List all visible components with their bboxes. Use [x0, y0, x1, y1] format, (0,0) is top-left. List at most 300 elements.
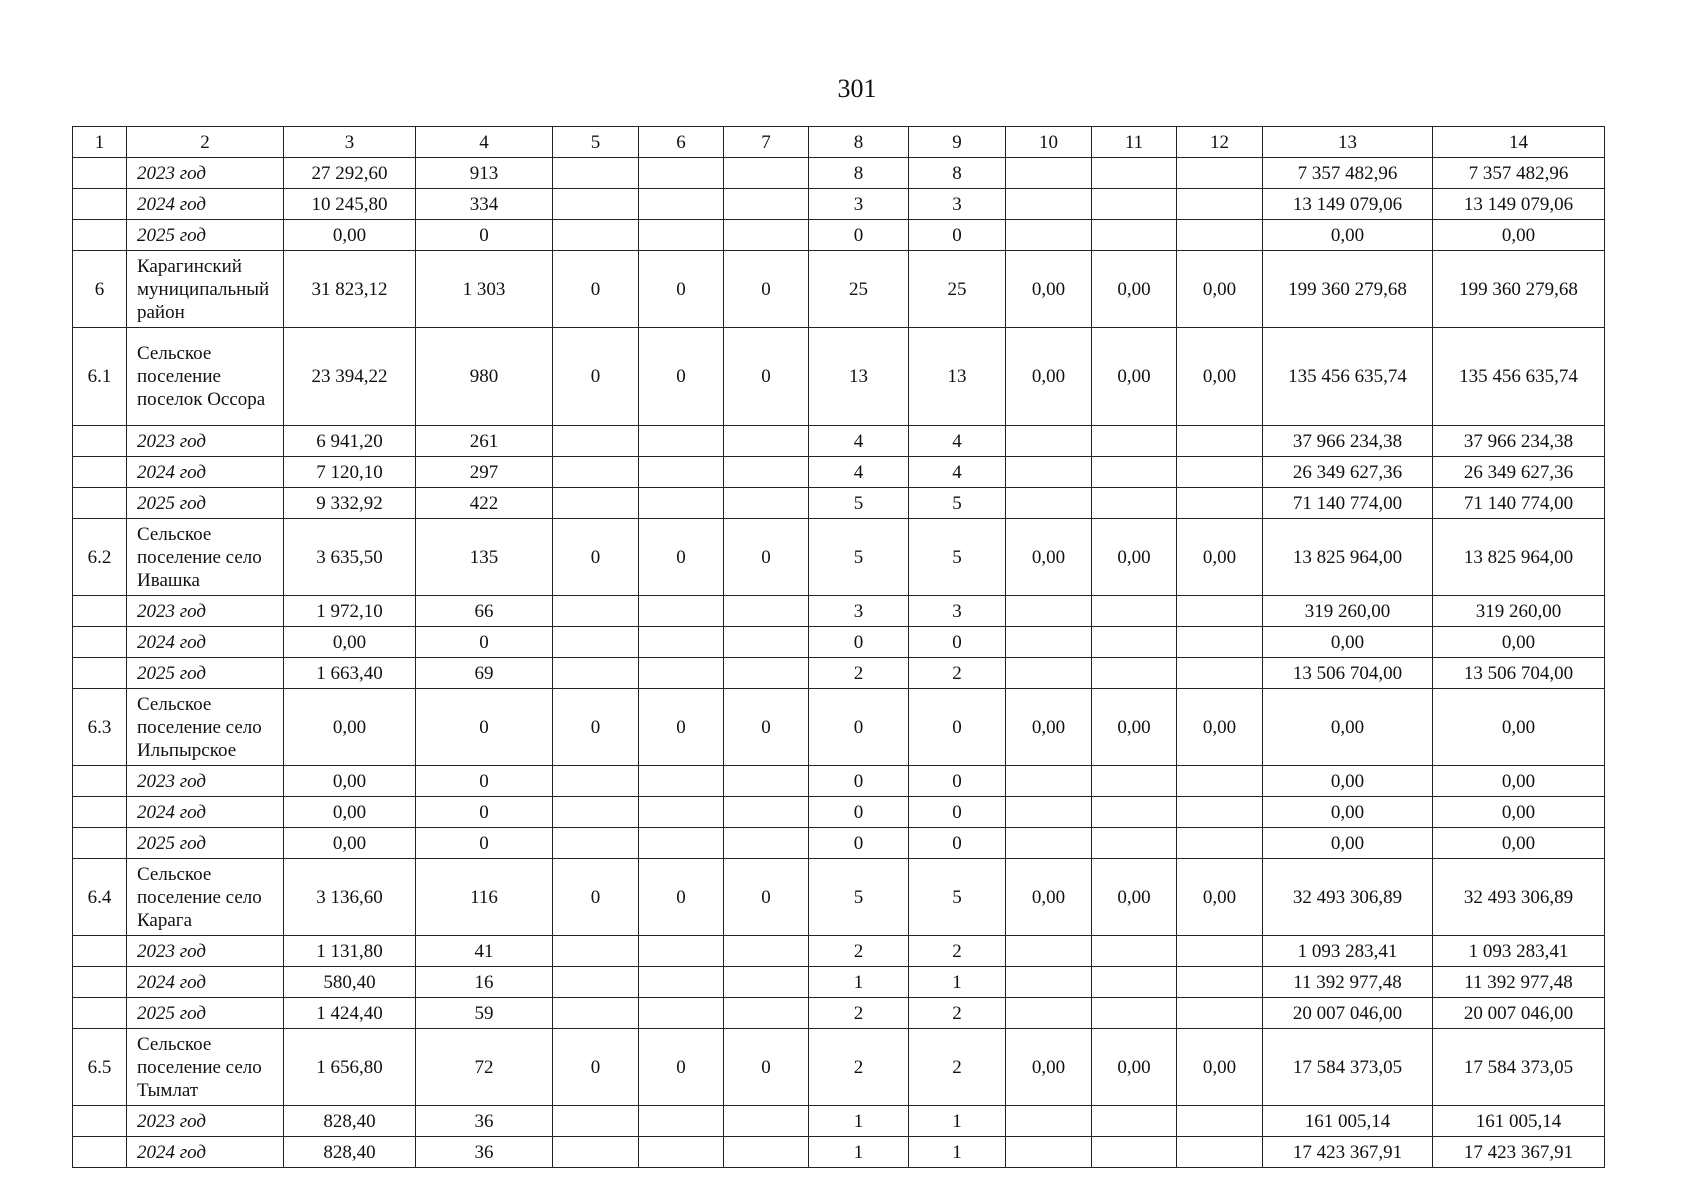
table-cell: 0,00 — [1092, 519, 1177, 596]
year-label-cell: 2024 год — [127, 1137, 284, 1168]
table-cell — [724, 189, 809, 220]
table-cell — [1092, 596, 1177, 627]
table-cell: 199 360 279,68 — [1433, 251, 1605, 328]
row-number-cell — [73, 158, 127, 189]
table-row-year — [73, 936, 1605, 967]
table-cell: 0 — [809, 797, 909, 828]
table-row-entity — [73, 689, 1605, 766]
table-cell: 0 — [416, 766, 553, 797]
table-cell: 2 — [809, 998, 909, 1029]
row-number-cell: 6.4 — [73, 859, 127, 936]
table-cell: 2 — [909, 658, 1006, 689]
table-cell — [553, 596, 639, 627]
table-cell: 0 — [809, 689, 909, 766]
table-cell — [1092, 936, 1177, 967]
table-cell — [1006, 220, 1092, 251]
table-cell: 13 149 079,06 — [1433, 189, 1605, 220]
table-cell — [1006, 797, 1092, 828]
table-cell — [724, 1137, 809, 1168]
table-cell: 1 131,80 — [284, 936, 416, 967]
table-cell: 580,40 — [284, 967, 416, 998]
table-cell: 17 423 367,91 — [1433, 1137, 1605, 1168]
row-number-cell — [73, 1137, 127, 1168]
table-cell — [1006, 658, 1092, 689]
table-cell: 0,00 — [284, 627, 416, 658]
table-cell: 2 — [909, 1029, 1006, 1106]
table-cell: 0,00 — [1177, 328, 1263, 426]
table-cell: 9 332,92 — [284, 488, 416, 519]
table-cell: 0 — [553, 251, 639, 328]
row-number-cell — [73, 797, 127, 828]
table-cell: 1 — [909, 1106, 1006, 1137]
table-cell — [1177, 220, 1263, 251]
table-cell: 1 656,80 — [284, 1029, 416, 1106]
table-cell — [553, 766, 639, 797]
year-label-cell: 2023 год — [127, 158, 284, 189]
table-row-year — [73, 1106, 1605, 1137]
row-number-cell — [73, 967, 127, 998]
table-cell: 0,00 — [1177, 859, 1263, 936]
table-cell: 0 — [809, 828, 909, 859]
table-cell: 1 — [909, 1137, 1006, 1168]
table-cell — [724, 828, 809, 859]
year-label-cell: 2025 год — [127, 488, 284, 519]
table-cell — [639, 158, 724, 189]
table-cell — [1092, 967, 1177, 998]
table-cell: 0,00 — [1263, 828, 1433, 859]
table-cell: 0,00 — [1263, 689, 1433, 766]
page-number: 301 — [837, 74, 877, 103]
table-cell: 13 149 079,06 — [1263, 189, 1433, 220]
table-cell: 1 — [809, 1106, 909, 1137]
table-cell: 1 — [909, 967, 1006, 998]
table-cell: 0,00 — [1433, 627, 1605, 658]
table-cell: 0,00 — [1433, 766, 1605, 797]
entity-name-cell: Карагинский муниципальный район — [127, 251, 284, 328]
table-cell: 3 — [809, 596, 909, 627]
table-cell: 0 — [639, 328, 724, 426]
header-row — [73, 127, 1605, 158]
row-number-cell: 6.5 — [73, 1029, 127, 1106]
table-row-year — [73, 766, 1605, 797]
table-cell: 32 493 306,89 — [1433, 859, 1605, 936]
table-cell — [1006, 158, 1092, 189]
table-cell: 5 — [809, 859, 909, 936]
table-cell: 4 — [909, 426, 1006, 457]
table-cell — [1092, 488, 1177, 519]
table-cell — [724, 158, 809, 189]
table-cell: 0 — [809, 627, 909, 658]
table-cell — [553, 1137, 639, 1168]
table-cell — [1006, 766, 1092, 797]
table-cell: 13 — [909, 328, 1006, 426]
table-row-entity — [73, 251, 1605, 328]
table-cell: 5 — [909, 859, 1006, 936]
table-cell: 0,00 — [1433, 220, 1605, 251]
table-cell: 2 — [909, 936, 1006, 967]
table-cell — [639, 936, 724, 967]
table-cell: 0 — [639, 519, 724, 596]
table-cell: 36 — [416, 1137, 553, 1168]
table-cell — [724, 797, 809, 828]
table-row-year — [73, 998, 1605, 1029]
year-label-cell: 2024 год — [127, 967, 284, 998]
row-number-cell — [73, 828, 127, 859]
column-header: 11 — [1092, 127, 1177, 158]
table-cell: 0,00 — [1433, 689, 1605, 766]
table-cell: 0 — [909, 828, 1006, 859]
table-cell — [1006, 998, 1092, 1029]
table-cell — [639, 220, 724, 251]
table-cell: 0,00 — [1092, 689, 1177, 766]
table-cell: 0,00 — [1433, 797, 1605, 828]
table-cell: 0,00 — [1092, 1029, 1177, 1106]
table-cell: 7 120,10 — [284, 457, 416, 488]
year-label-cell: 2023 год — [127, 426, 284, 457]
table-cell: 0 — [909, 220, 1006, 251]
table-cell: 0,00 — [284, 689, 416, 766]
table-cell — [1006, 426, 1092, 457]
row-number-cell — [73, 596, 127, 627]
table-cell — [1092, 998, 1177, 1029]
year-label-cell: 2025 год — [127, 998, 284, 1029]
table-cell: 2 — [809, 1029, 909, 1106]
table-cell: 17 423 367,91 — [1263, 1137, 1433, 1168]
table-cell — [553, 426, 639, 457]
table-cell: 4 — [909, 457, 1006, 488]
table-cell: 0 — [416, 828, 553, 859]
table-cell: 2 — [809, 658, 909, 689]
table-cell: 25 — [809, 251, 909, 328]
table-cell — [639, 1106, 724, 1137]
table-cell: 6 941,20 — [284, 426, 416, 457]
year-label-cell: 2025 год — [127, 828, 284, 859]
table-cell: 297 — [416, 457, 553, 488]
table-cell — [724, 998, 809, 1029]
table-cell: 0,00 — [1263, 766, 1433, 797]
table-cell — [1177, 828, 1263, 859]
table-cell: 3 — [909, 189, 1006, 220]
table-cell: 17 584 373,05 — [1433, 1029, 1605, 1106]
table-cell: 0 — [909, 766, 1006, 797]
table-cell — [1092, 426, 1177, 457]
table-cell: 0 — [553, 328, 639, 426]
table-cell: 0,00 — [1263, 220, 1433, 251]
column-header: 14 — [1433, 127, 1605, 158]
table-row-year — [73, 488, 1605, 519]
table-cell: 0,00 — [1006, 1029, 1092, 1106]
table-cell: 0 — [909, 627, 1006, 658]
table-cell: 334 — [416, 189, 553, 220]
table-cell: 0,00 — [1433, 828, 1605, 859]
table-cell: 1 093 283,41 — [1263, 936, 1433, 967]
table-cell: 1 972,10 — [284, 596, 416, 627]
table-cell: 5 — [909, 519, 1006, 596]
table-cell: 20 007 046,00 — [1263, 998, 1433, 1029]
table-cell — [553, 936, 639, 967]
table-cell: 5 — [809, 488, 909, 519]
row-number-cell — [73, 457, 127, 488]
row-number-cell: 6.3 — [73, 689, 127, 766]
table-cell: 0,00 — [1263, 627, 1433, 658]
column-header: 13 — [1263, 127, 1433, 158]
row-number-cell — [73, 426, 127, 457]
row-number-cell — [73, 1106, 127, 1137]
table-cell — [639, 967, 724, 998]
table-cell: 0 — [909, 797, 1006, 828]
table-cell: 37 966 234,38 — [1263, 426, 1433, 457]
table-cell — [724, 627, 809, 658]
table-cell: 13 — [809, 328, 909, 426]
table-cell: 0,00 — [284, 220, 416, 251]
table-cell: 11 392 977,48 — [1433, 967, 1605, 998]
table-cell: 1 663,40 — [284, 658, 416, 689]
table-cell — [553, 998, 639, 1029]
table-cell — [553, 457, 639, 488]
table-cell — [1177, 967, 1263, 998]
table-cell: 135 — [416, 519, 553, 596]
table-cell — [639, 1137, 724, 1168]
table-cell: 0 — [724, 689, 809, 766]
table-cell — [1006, 627, 1092, 658]
row-number-cell — [73, 220, 127, 251]
table-cell — [1092, 828, 1177, 859]
table-cell — [724, 488, 809, 519]
table-cell — [639, 828, 724, 859]
table-cell — [1092, 1137, 1177, 1168]
table-cell — [1177, 158, 1263, 189]
table-cell — [639, 488, 724, 519]
table-cell: 0 — [809, 220, 909, 251]
table-cell: 0,00 — [1177, 1029, 1263, 1106]
table-row-entity — [73, 859, 1605, 936]
table-cell: 0 — [553, 859, 639, 936]
table-cell — [1006, 457, 1092, 488]
column-header: 7 — [724, 127, 809, 158]
table-cell: 161 005,14 — [1263, 1106, 1433, 1137]
table-row-entity — [73, 1029, 1605, 1106]
table-cell: 2 — [909, 998, 1006, 1029]
table-cell — [553, 658, 639, 689]
table-cell — [639, 627, 724, 658]
table-cell — [553, 220, 639, 251]
table-cell — [639, 457, 724, 488]
table-cell — [1177, 998, 1263, 1029]
table-cell: 7 357 482,96 — [1433, 158, 1605, 189]
table-cell: 4 — [809, 426, 909, 457]
table-cell: 0 — [724, 328, 809, 426]
table-cell — [1006, 189, 1092, 220]
table-cell — [1006, 967, 1092, 998]
table-cell: 0 — [416, 220, 553, 251]
table-cell: 13 825 964,00 — [1433, 519, 1605, 596]
table-cell — [1177, 1137, 1263, 1168]
table-cell: 36 — [416, 1106, 553, 1137]
table-cell — [639, 596, 724, 627]
table-cell: 7 357 482,96 — [1263, 158, 1433, 189]
table-cell: 0,00 — [1177, 689, 1263, 766]
table-row-year — [73, 658, 1605, 689]
table-row-year — [73, 158, 1605, 189]
table-row-year — [73, 797, 1605, 828]
year-label-cell: 2023 год — [127, 766, 284, 797]
table-cell: 0 — [639, 689, 724, 766]
year-label-cell: 2024 год — [127, 627, 284, 658]
table-cell: 913 — [416, 158, 553, 189]
table-cell: 0,00 — [1263, 797, 1433, 828]
table-cell: 1 — [809, 967, 909, 998]
table-cell — [553, 488, 639, 519]
entity-name-cell: Сельское поселение село Ильпырское — [127, 689, 284, 766]
table-cell — [724, 596, 809, 627]
table-cell: 3 — [809, 189, 909, 220]
table-cell: 72 — [416, 1029, 553, 1106]
table-cell — [1006, 596, 1092, 627]
table-cell — [1177, 488, 1263, 519]
table-cell — [1177, 1106, 1263, 1137]
table-cell: 135 456 635,74 — [1433, 328, 1605, 426]
table-cell — [1177, 658, 1263, 689]
table-cell: 980 — [416, 328, 553, 426]
table-cell: 0 — [639, 1029, 724, 1106]
table-cell: 0,00 — [1006, 251, 1092, 328]
table-cell: 11 392 977,48 — [1263, 967, 1433, 998]
table-cell: 25 — [909, 251, 1006, 328]
table-cell: 199 360 279,68 — [1263, 251, 1433, 328]
table-cell — [639, 998, 724, 1029]
table-cell: 422 — [416, 488, 553, 519]
entity-name-cell: Сельское поселение село Карага — [127, 859, 284, 936]
year-label-cell: 2023 год — [127, 1106, 284, 1137]
year-label-cell: 2024 год — [127, 457, 284, 488]
table-cell — [1177, 189, 1263, 220]
table-cell — [724, 967, 809, 998]
row-number-cell: 6 — [73, 251, 127, 328]
table-cell — [1177, 936, 1263, 967]
row-number-cell: 6.2 — [73, 519, 127, 596]
entity-name-cell: Сельское поселение село Ивашка — [127, 519, 284, 596]
table-cell: 2 — [809, 936, 909, 967]
table-cell — [1092, 457, 1177, 488]
table-cell: 5 — [809, 519, 909, 596]
table-row-entity — [73, 328, 1605, 426]
table-cell — [1006, 1137, 1092, 1168]
table-cell — [553, 828, 639, 859]
table-cell: 0 — [639, 251, 724, 328]
table-cell: 17 584 373,05 — [1263, 1029, 1433, 1106]
table-cell: 1 093 283,41 — [1433, 936, 1605, 967]
table-cell — [1092, 658, 1177, 689]
entity-name-cell: Сельское поселение поселок Оссора — [127, 328, 284, 426]
table-cell — [1177, 766, 1263, 797]
table-cell: 0 — [724, 519, 809, 596]
table-row-year — [73, 457, 1605, 488]
table-cell — [724, 1106, 809, 1137]
table-cell: 261 — [416, 426, 553, 457]
row-number-cell — [73, 627, 127, 658]
table-cell — [724, 658, 809, 689]
table-cell: 1 303 — [416, 251, 553, 328]
table-cell: 135 456 635,74 — [1263, 328, 1433, 426]
table-cell: 13 825 964,00 — [1263, 519, 1433, 596]
table-cell: 0,00 — [284, 766, 416, 797]
row-number-cell — [73, 189, 127, 220]
row-number-cell — [73, 488, 127, 519]
table-cell: 0,00 — [284, 828, 416, 859]
table-cell — [553, 627, 639, 658]
table-cell: 37 966 234,38 — [1433, 426, 1605, 457]
table-cell — [1006, 1106, 1092, 1137]
entity-name-cell: Сельское поселение село Тымлат — [127, 1029, 284, 1106]
table-cell: 3 136,60 — [284, 859, 416, 936]
table-cell: 41 — [416, 936, 553, 967]
table-cell: 0 — [416, 627, 553, 658]
table-cell: 66 — [416, 596, 553, 627]
table-cell: 0 — [639, 859, 724, 936]
table-row-year — [73, 596, 1605, 627]
table-cell: 0,00 — [1006, 859, 1092, 936]
table-cell: 828,40 — [284, 1137, 416, 1168]
table-cell — [724, 220, 809, 251]
table-cell — [1092, 1106, 1177, 1137]
table-row-year — [73, 627, 1605, 658]
table-cell — [553, 158, 639, 189]
table-cell — [724, 426, 809, 457]
table-cell: 0 — [909, 689, 1006, 766]
table-cell: 31 823,12 — [284, 251, 416, 328]
table-cell — [639, 189, 724, 220]
table-cell — [1006, 828, 1092, 859]
table-cell — [1177, 457, 1263, 488]
column-header: 10 — [1006, 127, 1092, 158]
table-cell — [553, 189, 639, 220]
table-cell — [553, 967, 639, 998]
table-cell — [1092, 220, 1177, 251]
table-cell: 13 506 704,00 — [1263, 658, 1433, 689]
table-cell: 828,40 — [284, 1106, 416, 1137]
table-cell: 3 — [909, 596, 1006, 627]
table-cell: 20 007 046,00 — [1433, 998, 1605, 1029]
table-cell — [639, 426, 724, 457]
row-number-cell: 6.1 — [73, 328, 127, 426]
table-cell — [1177, 627, 1263, 658]
table-cell: 71 140 774,00 — [1433, 488, 1605, 519]
table-cell — [553, 1106, 639, 1137]
table-cell: 5 — [909, 488, 1006, 519]
year-label-cell: 2023 год — [127, 596, 284, 627]
column-header: 2 — [127, 127, 284, 158]
table-cell: 1 424,40 — [284, 998, 416, 1029]
table-row-year — [73, 426, 1605, 457]
table-cell — [1006, 488, 1092, 519]
table-cell: 0 — [416, 689, 553, 766]
table-cell — [639, 766, 724, 797]
table-cell: 0 — [416, 797, 553, 828]
table-cell: 0,00 — [1177, 519, 1263, 596]
table-cell: 13 506 704,00 — [1433, 658, 1605, 689]
table-cell — [724, 457, 809, 488]
table-cell: 0,00 — [1092, 859, 1177, 936]
table-cell — [639, 658, 724, 689]
table-body — [73, 127, 1605, 1168]
table-cell — [1006, 936, 1092, 967]
table-cell: 0,00 — [1006, 328, 1092, 426]
table-cell: 26 349 627,36 — [1263, 457, 1433, 488]
table-cell: 0 — [724, 1029, 809, 1106]
table-cell: 0,00 — [1092, 251, 1177, 328]
column-header: 9 — [909, 127, 1006, 158]
year-label-cell: 2023 год — [127, 936, 284, 967]
